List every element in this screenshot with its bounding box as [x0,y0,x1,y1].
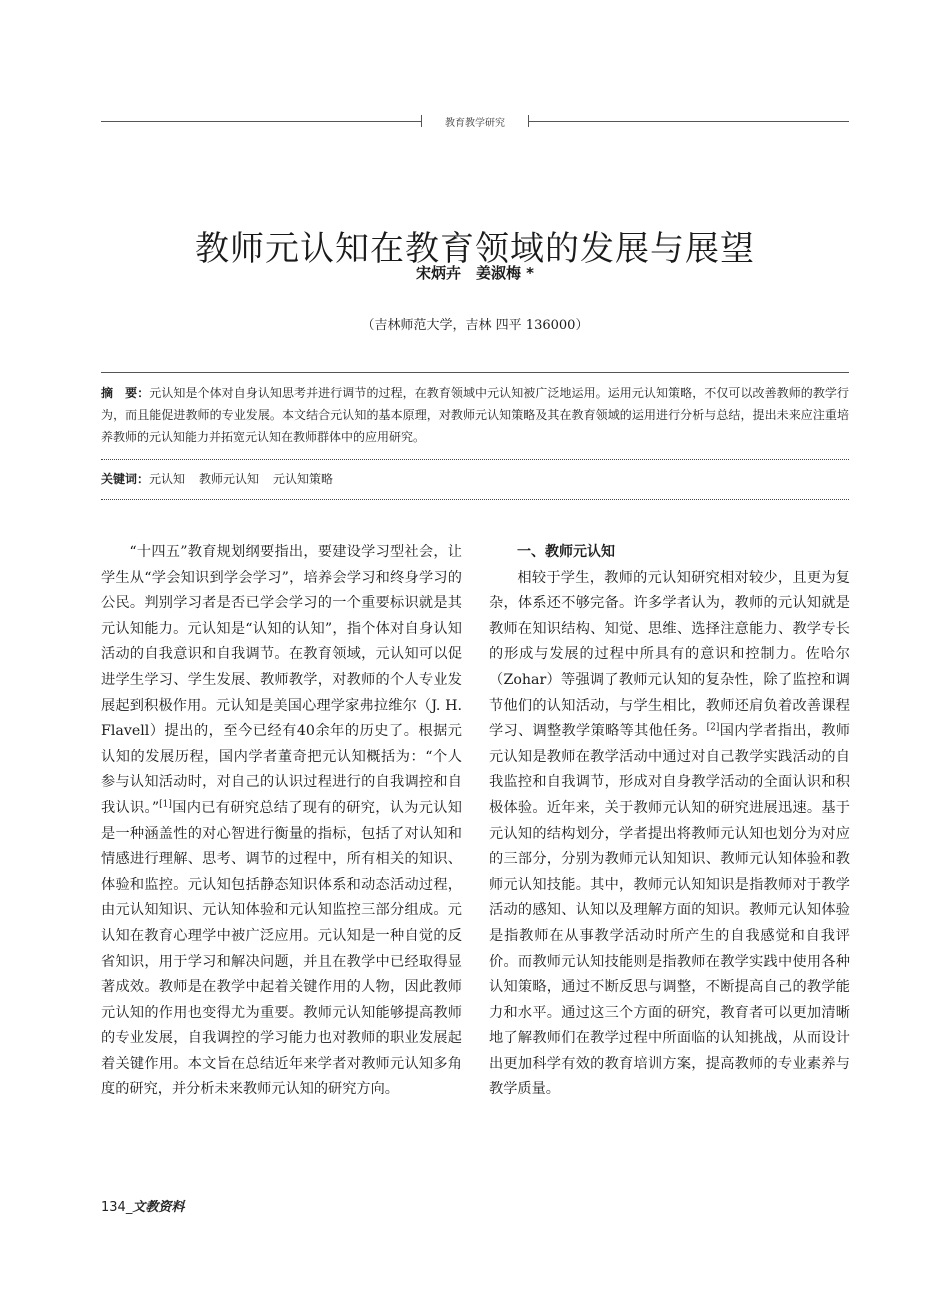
affiliation: （吉林师范大学，吉林 四平 136000） [361,318,589,333]
citation-ref: [1] [159,799,172,810]
header-tick-left [421,115,422,127]
header-rule-left [101,121,421,122]
section-text-cont: 国内学者指出，教师元认知是教师在教学活动中通过对自己教学实践活动的自我监控和自我调节，形成对自身教学活动的全面认识和积极体验。近年来，关于教师元认知的研究进展迅速。基于元认知的结构划分，学者提出将教师元认知也划分为对应的三部分，分别为教师元认知知识、教师元认知体验和教师元认知技能。其中，教师元认知知识是指教师对于教学活动的感知、认知以及理解方面的知识。教师元认知体验是指教师在从事教学活动时所产生的自我感觉和自我评价。而教师元认知技能则是指教师在教学实践中使用各种认知策略，通过不断反思与调整，不断提高自己的教学能力和水平。通过这三个方面的研究，教育者可以更加清晰地了解教师们在教学过程中所面临的认知挑战，从而设计出更加科学有效的教育培训方案，提高教师的专业素养与教学质量。 [489,723,850,1098]
keyword: 元认知策略 [273,472,334,486]
authors: 宋炳卉 姜淑梅 * [415,264,535,282]
section-paragraph [489,566,850,1103]
intro-text-cont: 国内已有研究总结了现有的研究，认为元认知是一种涵盖性的对心智进行衡量的指标，包括了对认知和情感进行理解、思考、调节的过程中，所有相关的知识、体验和监控。元认知包括静态知识体系和动态活动过程，由元认知知识、元认知体验和元认知监控三部分组成。元认知在教育心理学中被广泛应用。元认知是一种自觉的反省知识，用于学习和解决问题，并且在教学中已经取得显著成效。教师是在教学中起着关键作用的人物，因此教师元认知的作用也变得尤为重要。教师元认知能够提高教师的专业发展，自我调控的学习能力也对教师的职业发展起着关键作用。本文旨在总结近年来学者对教师元认知多角度的研究，并分析未来教师元认知的研究方向。 [101,799,462,1098]
keywords-bottom-rule [101,499,849,500]
section-text: 相较于学生，教师的元认知研究相对较少，且更为复杂，体系还不够完备。许多学者认为，教师的元认知就是教师在知识结构、知觉、思维、选择注意能力、教学专长的形成与发展的过程中所具有的意识和控制力。佐哈尔（Zohar）等强调了教师元认知的复杂性，除了监控和调节他们的认知活动，与学生相比，教师还肩负着改善课程学习、调整教学策略等其他任务。 [489,569,850,740]
intro-text: “十四五”教育规划纲要指出，要建设学习型社会，让学生从“学会知识到学会学习”，培养会学习和终身学习的公民。判别学习者是否已学会学习的一个重要标识就是其元认知能力。元认知是“认知的认知”，指个体对自身认知活动的自我意识和自我调节。在教育领域，元认知可以促进学生学习、学生发展、教师教学，对教师的个人专业发展起到积极作用。元认知是美国心理学家弗拉维尔（J. H. Flavell）提出的，至今已经有40余年的历史了。根据元认知的发展历程，国内学者董奇把元认知概括为：“个人参与认知活动时，对自己的认识过程进行的自我调控和自我认识。” [101,544,462,816]
article-title: 教师元认知在教育领域的发展与展望 [195,228,755,269]
intro-paragraph [101,540,462,1103]
keyword: 元认知 [149,472,186,486]
page-footer [101,1196,184,1215]
keywords [101,468,849,490]
body-column-left [101,540,462,1103]
body-column-right [489,540,850,1103]
page-number: 134_ [101,1200,133,1215]
abstract-label: 摘 要： [101,386,150,400]
header-rule-right [529,121,849,122]
abstract-bottom-rule [101,459,849,460]
section-heading: 一、教师元认知 [517,544,615,560]
keyword: 教师元认知 [199,472,260,486]
abstract-top-rule [101,372,849,373]
keywords-label: 关键词： [101,472,150,486]
abstract [101,382,849,448]
journal-name: 文教资料 [132,1200,185,1215]
abstract-text: 元认知是个体对自身认知思考并进行调节的过程，在教育领域中元认知被广泛地运用。运用元认知策略，不仅可以改善教师的教学行为，而且能促进教师的专业发展。本文结合元认知的基本原理，对教师元认知策略及其在教育领域的运用进行分析与总结，提出未来应注重培养教师的元认知能力并拓宽元认知在教师群体中的应用研究。 [101,386,849,444]
section-label: 教育教学研究 [445,118,505,129]
citation-ref: [2] [706,722,720,733]
